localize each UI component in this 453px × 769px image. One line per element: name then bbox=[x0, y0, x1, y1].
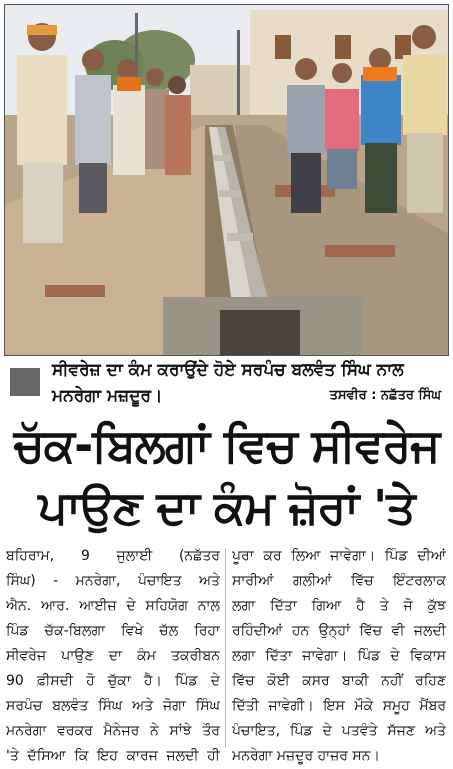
caption-square-icon bbox=[10, 368, 40, 396]
body-line: ਵਿੱਚ ਕੋਈ ਕਸਰ ਬਾਕੀ ਨਹੀਂ ਰਹਿਣ bbox=[232, 673, 446, 689]
body-line: 90 ਫ਼ੀਸਦੀ ਹੋ ਚੁੱਕਾ ਹੈ। ਪਿੰਡ ਦੇ bbox=[6, 673, 220, 689]
body-line: ਸੀਵਰੇਜ ਪਾਉਣ ਦਾ ਕੰਮ ਤਕਰੀਬਨ bbox=[6, 648, 220, 664]
body-line: ਸਿੰਘ) - ਮਨਰੇਗਾ, ਪੰਚਾਇਤ ਅਤੇ bbox=[6, 573, 220, 589]
caption-line-2: ਮਨਰੇਗਾ ਮਜ਼ਦੂਰ। bbox=[52, 386, 163, 406]
body-line: ਬਹਿਰਾਮ, 9 ਜੁਲਾਈ (ਨਛੱਤਰ bbox=[6, 548, 220, 564]
body-line: ਪੰਚਾਇਤ, ਪਿੰਡ ਦੇ ਪਤਵੰਤੇ ਸੱਜਣ ਅਤੇ bbox=[232, 723, 446, 739]
photo-caption bbox=[4, 360, 449, 412]
body-line: ਪੂਰਾ ਕਰ ਲਿਆ ਜਾਵੇਗਾ। ਪਿੰਡ ਦੀਆਂ bbox=[232, 548, 446, 564]
headline-line-1: ਚੱਕ-ਬਿਲਗਾਂ ਵਿਚ ਸੀਵਰੇਜ bbox=[13, 418, 440, 472]
photo-credit: ਤਸਵੀਰ : ਨਛੱਤਰ ਸਿੰਘ bbox=[329, 388, 441, 403]
headline-line-2: ਪਾਉਣ ਦਾ ਕੰਮ ਜ਼ੋਰਾਂ 'ਤੇ bbox=[38, 480, 415, 534]
body-line: 'ਤੇ ਦੱਸਿਆ ਕਿ ਇਹ ਕਾਰਜ ਜਲਦੀ ਹੀ bbox=[6, 748, 220, 764]
caption-line-1: ਸੀਵਰੇਜ਼ ਦਾ ਕੰਮ ਕਰਾਉਂਦੇ ਹੋਏ ਸਰਪੰਚ ਬਲਵੰਤ ਸਿੰਘ ਨਾਲ bbox=[52, 360, 404, 380]
body-line: ਐਨ. ਆਰ. ਆਈਜ਼ ਦੇ ਸਹਿਯੋਗ ਨਾਲ bbox=[6, 598, 220, 614]
column-divider bbox=[225, 548, 226, 748]
body-line: ਸਾਰੀਆਂ ਗਲੀਆਂ ਵਿੱਚ ਇੰਟਰਲਾਕ bbox=[232, 573, 446, 589]
body-line: ਮਨਰੇਗਾ ਵਰਕਰ ਮੈਨੇਜਰ ਨੇ ਸਾਂਝੇ ਤੌਰ bbox=[6, 723, 220, 739]
body-line: ਰਹਿੰਦੀਆਂ ਹਨ ਉਨ੍ਹਾਂ ਵਿੱਚ ਵੀ ਜਲਦੀ bbox=[232, 623, 446, 639]
body-line: ਦਿੱਤੀ ਜਾਵੇਗੀ। ਇਸ ਮੌਕੇ ਸਮੂਹ ਮੈਂਬਰ bbox=[232, 698, 446, 714]
body-line: ਮਨਰੇਗਾ ਮਜ਼ਦੂਰ ਹਾਜ਼ਰ ਸਨ। bbox=[232, 748, 380, 764]
photo-illustration bbox=[5, 5, 449, 356]
body-line: ਪਿੰਡ ਚੱਕ-ਬਿਲਗਾ ਵਿਖੇ ਚੱਲ ਰਿਹਾ bbox=[6, 623, 220, 639]
body-line: ਲਗਾ ਦਿੱਤਾ ਗਿਆ ਹੈ ਤੇ ਜੋ ਕੁੱਝ bbox=[232, 598, 446, 614]
body-line: ਲਗਾ ਦਿੱਤਾ ਜਾਵੇਗਾ। ਪਿੰਡ ਦੇ ਵਿਕਾਸ bbox=[232, 648, 446, 664]
article-column-left bbox=[6, 544, 220, 769]
body-line: ਸਰਪੰਚ ਬਲਵੰਤ ਸਿੰਘ ਅਤੇ ਜੋਗਾ ਸਿੰਘ bbox=[6, 698, 220, 714]
news-photo bbox=[4, 4, 449, 356]
article-column-right bbox=[232, 544, 446, 769]
